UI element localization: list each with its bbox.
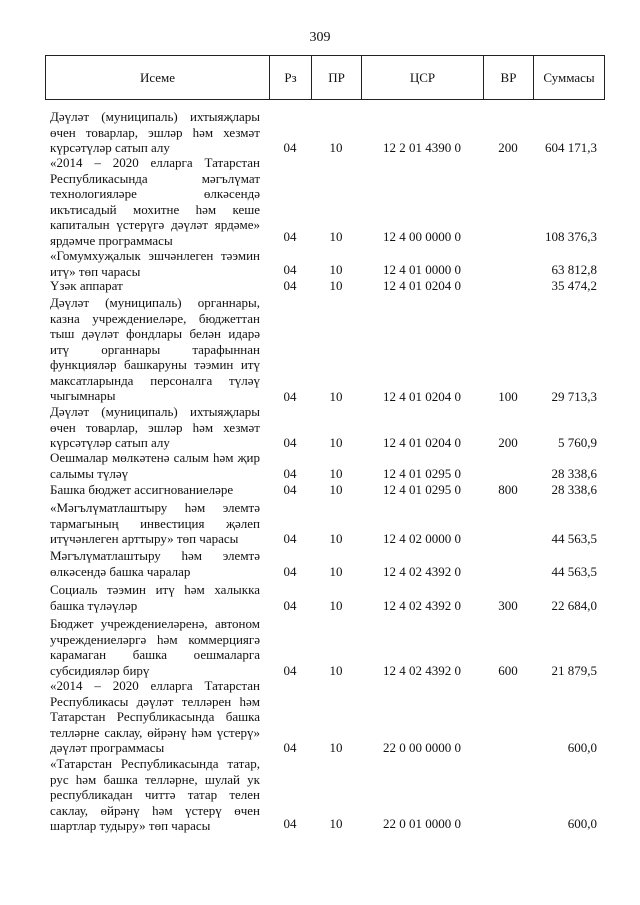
row-name: «2014 – 2020 елларга Татарстан Республикасы дәүләт телләрен һәм Татарстан Республикасында башка телләрне саклау, өйрәнү һәм үстерү» дәүләт программасы xyxy=(50,678,260,755)
row-csr: 12 4 01 0204 0 xyxy=(383,277,461,293)
row-pr: 10 xyxy=(329,139,343,155)
row-pr: 10 xyxy=(329,465,343,481)
row-rz: 04 xyxy=(283,563,297,579)
row-sum: 604 171,3 xyxy=(545,139,597,155)
row-csr: 12 4 01 0295 0 xyxy=(383,465,461,481)
table-row xyxy=(45,155,605,248)
row-name: Башка бюджет ассигнованиеләре xyxy=(50,482,234,497)
table-row xyxy=(45,482,605,497)
row-sum: 44 563,5 xyxy=(551,563,597,579)
row-name: «Мәгълүматлаштыру һәм элемтә тармагының инвестиция җәлеп итүчәнлеген арттыру» төп чарасы xyxy=(50,500,260,546)
row-name: «Татарстан Республикасында татар, рус һәм башка телләрне, шулай ук республикадан читтә татар телен саклау, өйрәнү һәм үстерү өчен шартлар тудыру» төп чарасы xyxy=(50,756,260,833)
row-pr: 10 xyxy=(329,228,343,244)
row-name: «Гомумхуҗалык эшчәнлеген тәэмин итү» төп чарасы xyxy=(50,248,260,279)
row-rz: 04 xyxy=(283,530,297,546)
row-pr: 10 xyxy=(329,739,343,755)
column-header-name: Исеме xyxy=(46,56,270,99)
row-sum: 29 713,3 xyxy=(551,388,597,404)
row-sum: 35 474,2 xyxy=(551,277,597,293)
page-number: 309 xyxy=(309,30,331,45)
row-sum: 22 684,0 xyxy=(551,597,597,613)
row-sum: 63 812,8 xyxy=(551,261,597,277)
row-csr: 12 4 01 0204 0 xyxy=(383,434,461,450)
row-csr: 22 0 00 0000 0 xyxy=(383,739,461,755)
table-row xyxy=(45,582,605,613)
row-name: Оешмалар мөлкәтенә салым һәм җир салымы түләү xyxy=(50,450,260,481)
row-rz: 04 xyxy=(283,228,297,244)
table-row xyxy=(45,616,605,678)
row-name: Дәүләт (муниципаль) органнары, казна учреждениеләре, бюджеттан тыш дәүләт фондлары белән идарә итү органнары тарафыннан функцияләр башкаруны тәэмин итү максатларында персоналга түләү чыгымнары xyxy=(50,295,260,403)
table-row xyxy=(45,404,605,450)
row-name: Мәгълүматлаштыру һәм элемтә өлкәсендә башка чаралар xyxy=(50,548,260,579)
table-row xyxy=(45,109,605,155)
row-name: Үзәк аппарат xyxy=(50,278,123,293)
row-name: Бюджет учреждениеләренә, автоном учреждениеләргә һәм коммерциягә карамаган башка оешмаларга субсидияләр бирү xyxy=(50,616,260,678)
row-rz: 04 xyxy=(283,481,297,497)
row-name: Социаль тәэмин итү һәм халыкка башка түләүләр xyxy=(50,582,260,613)
row-vr: 200 xyxy=(498,139,518,155)
row-sum: 28 338,6 xyxy=(551,465,597,481)
row-pr: 10 xyxy=(329,815,343,831)
row-rz: 04 xyxy=(283,277,297,293)
row-vr: 800 xyxy=(498,481,518,497)
row-rz: 04 xyxy=(283,388,297,404)
row-vr: 600 xyxy=(498,662,518,678)
row-csr: 12 4 02 4392 0 xyxy=(383,662,461,678)
row-vr: 300 xyxy=(498,597,518,613)
row-sum: 44 563,5 xyxy=(551,530,597,546)
row-rz: 04 xyxy=(283,662,297,678)
row-pr: 10 xyxy=(329,597,343,613)
row-pr: 10 xyxy=(329,563,343,579)
row-rz: 04 xyxy=(283,434,297,450)
table-row xyxy=(45,248,605,277)
row-pr: 10 xyxy=(329,277,343,293)
row-vr: 100 xyxy=(498,388,518,404)
column-header-csr: ЦСР xyxy=(362,56,484,99)
table-header xyxy=(45,55,605,100)
column-header-pr: ПР xyxy=(312,56,362,99)
table-row xyxy=(45,295,605,404)
row-csr: 12 4 02 4392 0 xyxy=(383,597,461,613)
row-sum: 28 338,6 xyxy=(551,481,597,497)
row-csr: 12 2 01 4390 0 xyxy=(383,139,461,155)
row-name: «2014 – 2020 елларга Татарстан Республикасында мәгълүмат технологияләре өлкәсендә икътисадый мохитне һәм кешe капиталын үстерүгә дәүләт ярдәме» ярдәмче программасы xyxy=(50,155,260,248)
row-csr: 12 4 01 0204 0 xyxy=(383,388,461,404)
column-header-sum: Суммасы xyxy=(543,70,595,85)
table-row xyxy=(45,678,605,755)
row-name: Дәүләт (муниципаль) ихтыяҗлары өчен товарлар, эшләр һәм хезмәт күрсәтүләр сатып алу xyxy=(50,109,260,155)
row-sum: 21 879,5 xyxy=(551,662,597,678)
row-rz: 04 xyxy=(283,465,297,481)
table-row xyxy=(45,450,605,481)
row-sum: 600,0 xyxy=(567,815,597,831)
table-row xyxy=(45,548,605,579)
row-csr: 12 4 00 0000 0 xyxy=(383,228,461,244)
row-pr: 10 xyxy=(329,662,343,678)
row-rz: 04 xyxy=(283,739,297,755)
column-header-rz: Рз xyxy=(270,56,312,99)
table-row xyxy=(45,756,605,831)
row-name: Дәүләт (муниципаль) ихтыяҗлары өчен товарлар, эшләр һәм хезмәт күрсәтүләр сатып алу xyxy=(50,404,260,450)
row-rz: 04 xyxy=(283,261,297,277)
row-sum: 108 376,3 xyxy=(545,228,597,244)
row-csr: 22 0 01 0000 0 xyxy=(383,815,461,831)
column-header-vr: ВР xyxy=(484,56,534,99)
row-pr: 10 xyxy=(329,530,343,546)
row-csr: 12 4 01 0000 0 xyxy=(383,261,461,277)
row-pr: 10 xyxy=(329,481,343,497)
row-rz: 04 xyxy=(283,139,297,155)
row-pr: 10 xyxy=(329,388,343,404)
row-rz: 04 xyxy=(283,597,297,613)
row-csr: 12 4 02 0000 0 xyxy=(383,530,461,546)
table-row xyxy=(45,500,605,546)
row-sum: 5 760,9 xyxy=(558,434,597,450)
row-pr: 10 xyxy=(329,434,343,450)
row-csr: 12 4 01 0295 0 xyxy=(383,481,461,497)
row-pr: 10 xyxy=(329,261,343,277)
row-sum: 600,0 xyxy=(567,739,597,755)
table-row xyxy=(45,278,605,293)
row-rz: 04 xyxy=(283,815,297,831)
row-csr: 12 4 02 4392 0 xyxy=(383,563,461,579)
row-vr: 200 xyxy=(498,434,518,450)
